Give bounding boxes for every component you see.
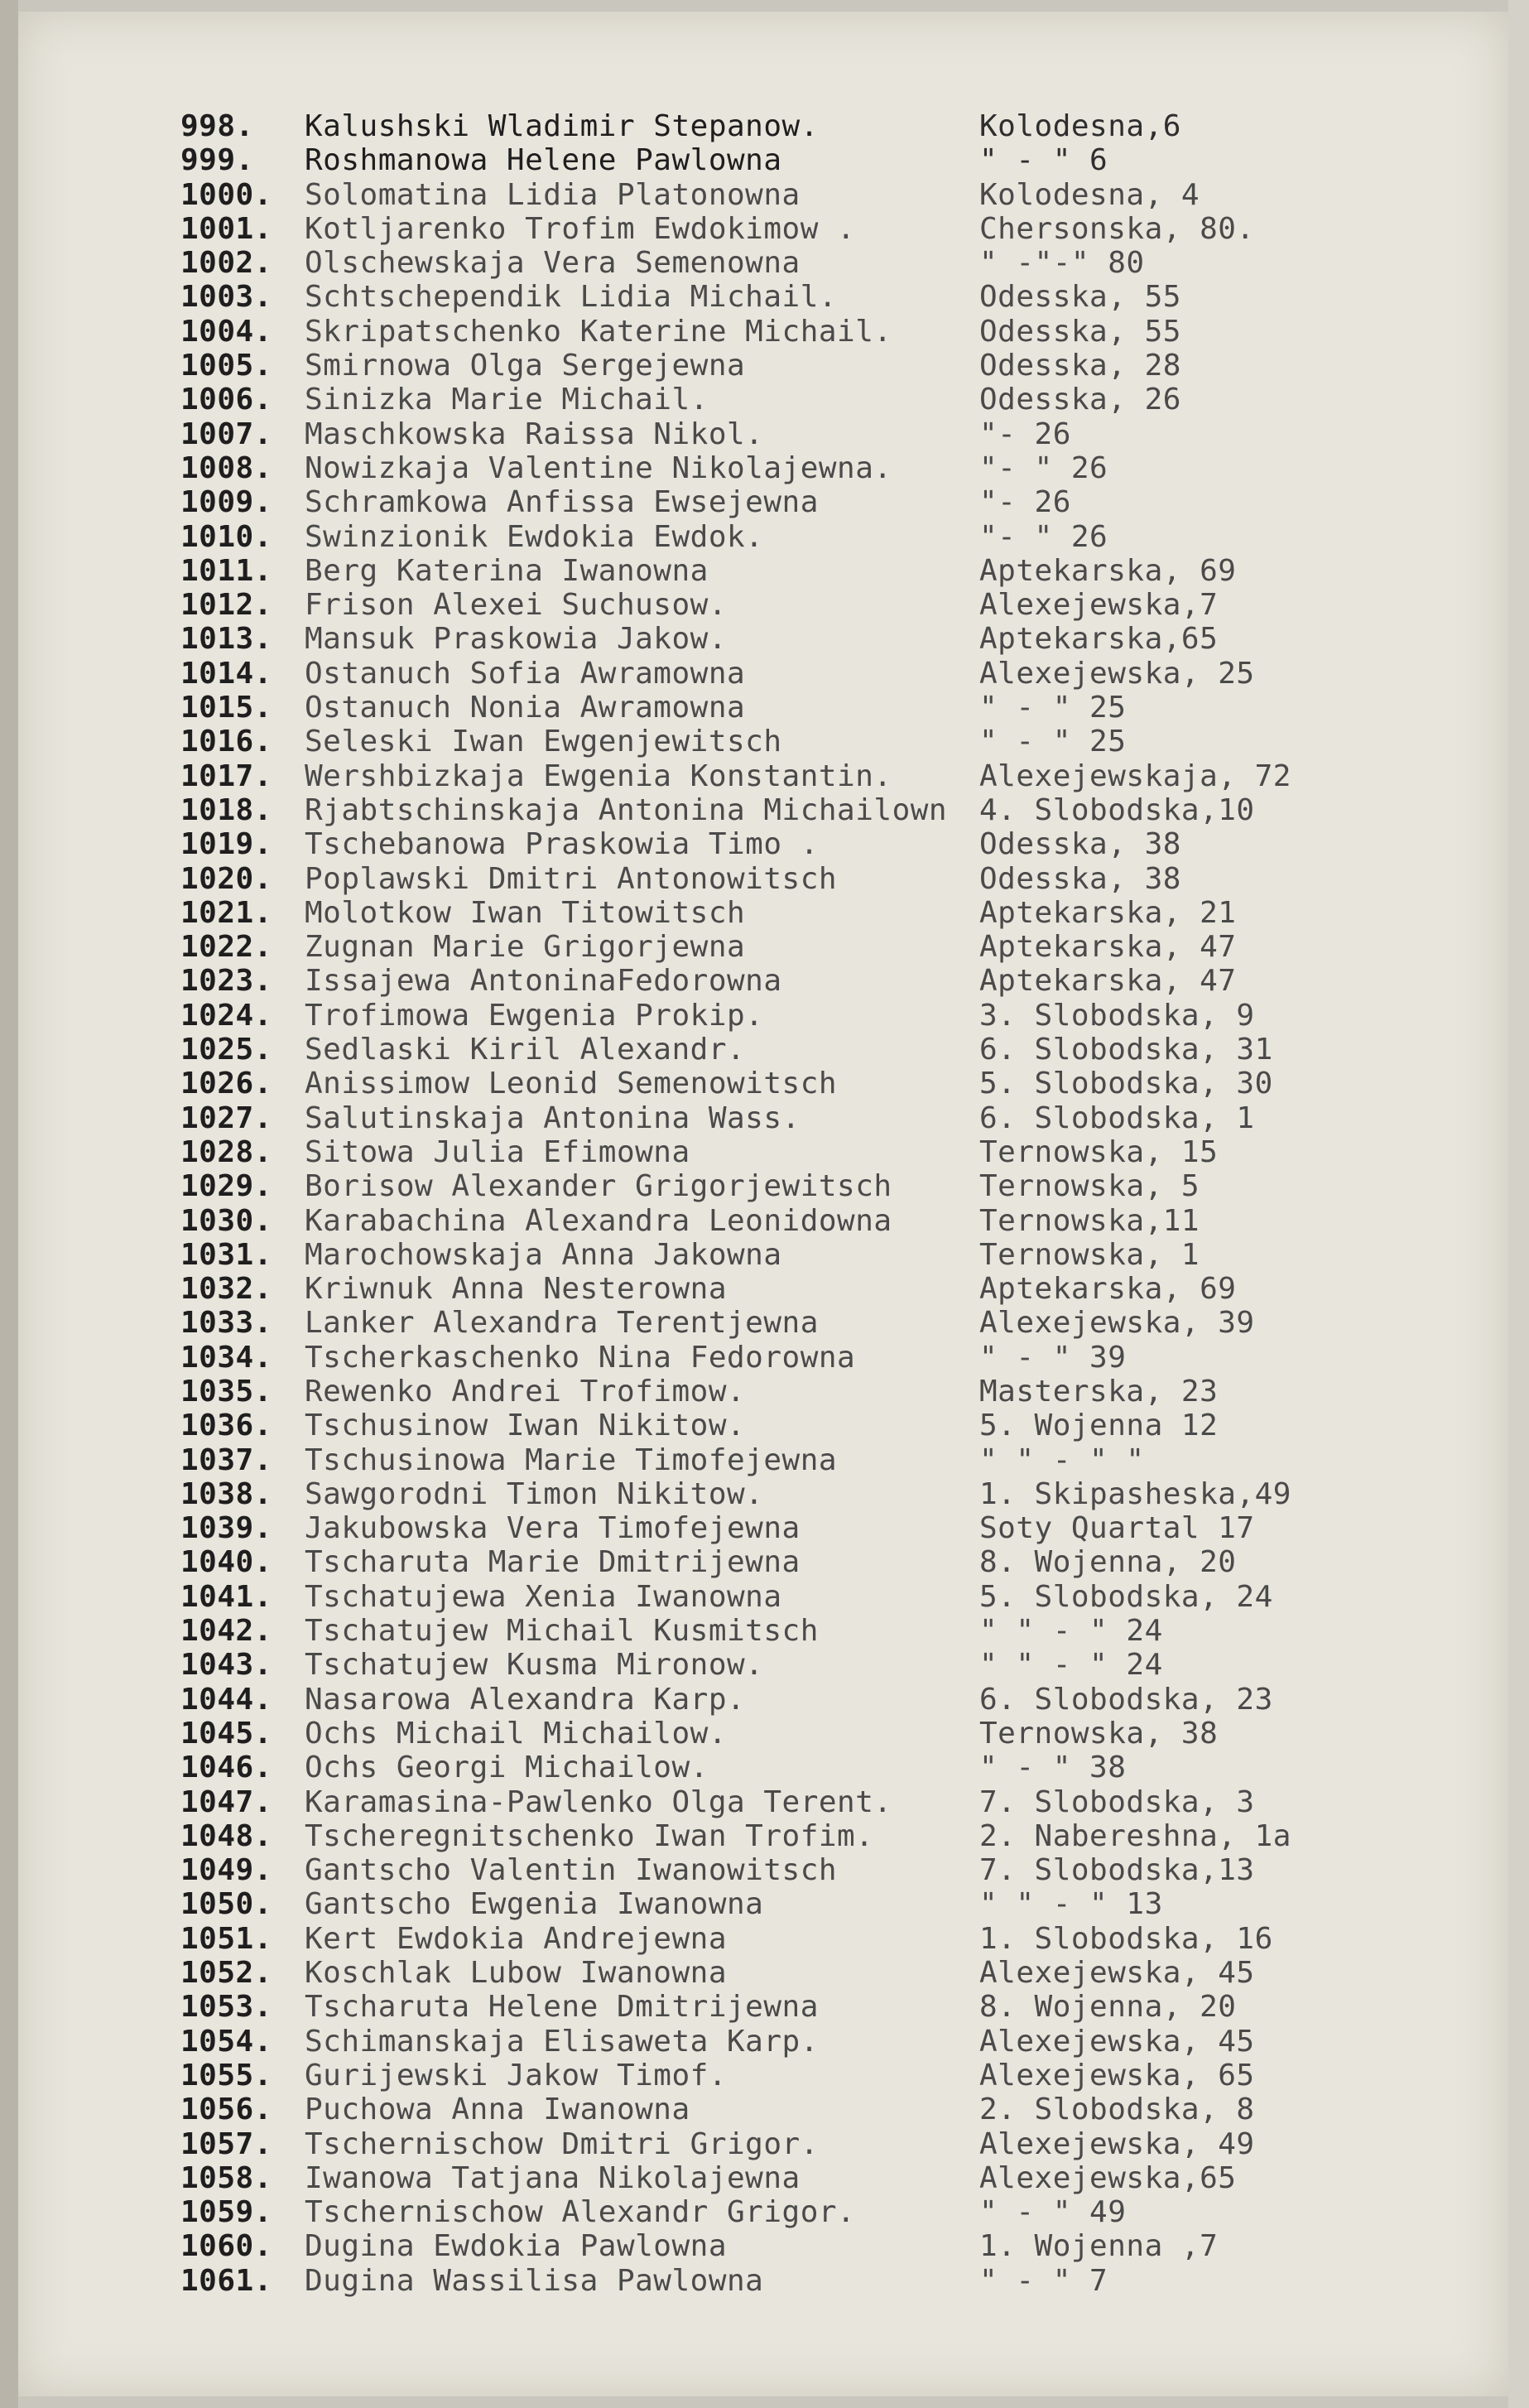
list-item bbox=[180, 759, 1488, 793]
entry-name: Tschatujewa Xenia Iwanowna bbox=[305, 1579, 782, 1614]
entry-address: " - " 49 bbox=[979, 2195, 1127, 2230]
list-item bbox=[180, 1135, 1488, 1169]
entry-number: 1001. bbox=[180, 211, 272, 246]
entry-address: 4. Slobodska,10 bbox=[979, 792, 1255, 827]
list-item bbox=[180, 2025, 1488, 2059]
entry-address: Alexejewska,7 bbox=[979, 588, 1219, 623]
entry-number: 1050. bbox=[180, 1887, 272, 1922]
entry-name: Tscherkaschenko Nina Fedorowna bbox=[305, 1340, 856, 1375]
entry-name: Skripatschenko Katerine Michail. bbox=[305, 314, 892, 349]
entry-address: Alexejewska, 45 bbox=[979, 1956, 1255, 1991]
list-item bbox=[180, 2059, 1488, 2093]
entry-number: 1043. bbox=[180, 1648, 272, 1683]
entry-number: 1012. bbox=[180, 588, 272, 623]
list-item bbox=[180, 862, 1488, 896]
entry-name: Tschernischow Alexandr Grigor. bbox=[305, 2195, 856, 2230]
entry-address: Aptekarska, 47 bbox=[979, 930, 1237, 965]
entry-address: Alexejewska, 39 bbox=[979, 1306, 1255, 1341]
list-item bbox=[180, 417, 1488, 451]
entry-number: 998. bbox=[180, 109, 254, 143]
list-item bbox=[180, 2195, 1488, 2229]
entry-address: Odesska, 55 bbox=[979, 280, 1181, 315]
entry-number: 1030. bbox=[180, 1203, 272, 1238]
entry-name: Ochs Georgi Michailow. bbox=[305, 1751, 709, 1785]
entry-name: Lanker Alexandra Terentjewna bbox=[305, 1306, 819, 1341]
entry-number: 1021. bbox=[180, 895, 272, 930]
entry-name: Rewenko Andrei Trofimow. bbox=[305, 1374, 746, 1409]
entry-number: 1041. bbox=[180, 1579, 272, 1614]
list-item bbox=[180, 691, 1488, 725]
entry-name: Borisow Alexander Grigorjewitsch bbox=[305, 1169, 892, 1204]
list-item bbox=[180, 383, 1488, 417]
entry-address: Ternowska,11 bbox=[979, 1203, 1200, 1238]
list-item bbox=[180, 178, 1488, 212]
entry-number: 1009. bbox=[180, 485, 272, 520]
entry-address: " - " 7 bbox=[979, 2263, 1108, 2298]
list-item bbox=[180, 280, 1488, 314]
entry-address: " - " 25 bbox=[979, 691, 1127, 725]
entry-number: 1040. bbox=[180, 1545, 272, 1580]
entry-name: Roshmanowa Helene Pawlowna bbox=[305, 143, 782, 178]
entry-name: Berg Katerina Iwanowna bbox=[305, 553, 709, 588]
list-item bbox=[180, 1375, 1488, 1409]
entry-address: Ternowska, 5 bbox=[979, 1169, 1200, 1204]
entry-number: 1017. bbox=[180, 759, 272, 793]
entry-name: Tschatujew Michail Kusmitsch bbox=[305, 1614, 819, 1649]
list-item bbox=[180, 1169, 1488, 1203]
entry-number: 1039. bbox=[180, 1511, 272, 1546]
entry-name: Marochowskaja Anna Jakowna bbox=[305, 1237, 782, 1272]
entry-name: Molotkow Iwan Titowitsch bbox=[305, 895, 746, 930]
entry-name: Kert Ewdokia Andrejewna bbox=[305, 1921, 727, 1956]
list-item bbox=[180, 1853, 1488, 1887]
entry-address: Ternowska, 1 bbox=[979, 1237, 1200, 1272]
entry-name: Issajewa AntoninaFedorowna bbox=[305, 964, 782, 999]
entry-address: " " - " " bbox=[979, 1442, 1145, 1477]
list-item bbox=[180, 1614, 1488, 1648]
list-item bbox=[180, 793, 1488, 827]
entry-address: "- " 26 bbox=[979, 450, 1108, 485]
entry-name: Swinzionik Ewdokia Ewdok. bbox=[305, 519, 764, 554]
list-item bbox=[180, 1341, 1488, 1375]
entry-name: Puchowa Anna Iwanowna bbox=[305, 2093, 690, 2127]
list-item bbox=[180, 554, 1488, 588]
entry-address: 2. Nabereshna, 1a bbox=[979, 1818, 1291, 1853]
entry-address: 1. Slobodska, 16 bbox=[979, 1921, 1273, 1956]
list-item bbox=[180, 1545, 1488, 1579]
entry-number: 1053. bbox=[180, 1990, 272, 2025]
entry-number: 1049. bbox=[180, 1853, 272, 1888]
entry-number: 1042. bbox=[180, 1614, 272, 1649]
entry-address: " " - " 24 bbox=[979, 1614, 1163, 1649]
entry-name: Solomatina Lidia Platonowna bbox=[305, 177, 801, 212]
entry-address: 7. Slobodska, 3 bbox=[979, 1784, 1255, 1819]
entry-address: Odesska, 55 bbox=[979, 314, 1181, 349]
list-item bbox=[180, 588, 1488, 622]
entry-address: " " - " 13 bbox=[979, 1887, 1163, 1922]
list-item bbox=[180, 212, 1488, 246]
entry-number: 1057. bbox=[180, 2126, 272, 2161]
entry-number: 1047. bbox=[180, 1784, 272, 1819]
entry-name: Karamasina-Pawlenko Olga Terent. bbox=[305, 1784, 892, 1819]
entry-name: Tscharuta Helene Dmitrijewna bbox=[305, 1990, 819, 2025]
entry-address: Aptekarska, 69 bbox=[979, 1272, 1237, 1307]
list-item bbox=[180, 1819, 1488, 1853]
entry-number: 1058. bbox=[180, 2160, 272, 2195]
list-item bbox=[180, 827, 1488, 861]
list-item bbox=[180, 896, 1488, 930]
entry-address: 2. Slobodska, 8 bbox=[979, 2093, 1255, 2127]
entry-number: 1052. bbox=[180, 1956, 272, 1991]
entry-address: Masterska, 23 bbox=[979, 1374, 1219, 1409]
entry-number: 1018. bbox=[180, 792, 272, 827]
entry-name: Nowizkaja Valentine Nikolajewna. bbox=[305, 450, 892, 485]
entry-address: "- 26 bbox=[979, 417, 1071, 451]
entry-address: Ternowska, 38 bbox=[979, 1716, 1219, 1751]
entry-number: 1061. bbox=[180, 2263, 272, 2298]
list-item bbox=[180, 1409, 1488, 1442]
entry-name: Tscheregnitschenko Iwan Trofim. bbox=[305, 1818, 874, 1853]
entry-address: Soty Quartal 17 bbox=[979, 1511, 1255, 1546]
entry-number: 1019. bbox=[180, 827, 272, 862]
entry-name: Jakubowska Vera Timofejewna bbox=[305, 1511, 801, 1546]
list-item bbox=[180, 1511, 1488, 1545]
entry-name: Anissimow Leonid Semenowitsch bbox=[305, 1067, 838, 1101]
entry-name: Dugina Wassilisa Pawlowna bbox=[305, 2263, 764, 2298]
entry-number: 1056. bbox=[180, 2093, 272, 2127]
list-item bbox=[180, 1238, 1488, 1272]
entry-number: 1004. bbox=[180, 314, 272, 349]
list-item bbox=[180, 315, 1488, 349]
entry-name: Schimanskaja Elisaweta Karp. bbox=[305, 2024, 819, 2059]
entry-number: 1059. bbox=[180, 2195, 272, 2230]
entry-address: " " - " 24 bbox=[979, 1648, 1163, 1683]
entry-number: 1046. bbox=[180, 1751, 272, 1785]
entry-number: 999. bbox=[180, 143, 254, 178]
entry-address: Alexejewskaja, 72 bbox=[979, 759, 1291, 793]
entry-number: 1044. bbox=[180, 1682, 272, 1717]
entry-number: 1005. bbox=[180, 349, 272, 383]
list-item bbox=[180, 143, 1488, 177]
entry-number: 1037. bbox=[180, 1442, 272, 1477]
entry-number: 1000. bbox=[180, 177, 272, 212]
entry-number: 1029. bbox=[180, 1169, 272, 1204]
entry-address: Alexejewska, 49 bbox=[979, 2126, 1255, 2161]
list-item bbox=[180, 2161, 1488, 2195]
entry-number: 1054. bbox=[180, 2024, 272, 2059]
entry-number: 1015. bbox=[180, 691, 272, 725]
scan-left-border bbox=[0, 0, 18, 2408]
list-item bbox=[180, 1956, 1488, 1990]
entry-name: Kotljarenko Trofim Ewdokimow . bbox=[305, 211, 856, 246]
list-item bbox=[180, 964, 1488, 998]
entry-number: 1026. bbox=[180, 1067, 272, 1101]
list-item bbox=[180, 622, 1488, 656]
entry-address: Odesska, 28 bbox=[979, 349, 1181, 383]
entry-number: 1010. bbox=[180, 519, 272, 554]
entry-name: Tschatujew Kusma Mironow. bbox=[305, 1648, 764, 1683]
list-item bbox=[180, 520, 1488, 554]
entry-name: Maschkowska Raissa Nikol. bbox=[305, 417, 764, 451]
entry-number: 1060. bbox=[180, 2229, 272, 2264]
list-item bbox=[180, 1751, 1488, 1784]
entry-address: "- 26 bbox=[979, 485, 1071, 520]
list-item bbox=[180, 657, 1488, 691]
entry-name: Poplawski Dmitri Antonowitsch bbox=[305, 861, 838, 896]
entry-name: Tscharuta Marie Dmitrijewna bbox=[305, 1545, 801, 1580]
entry-address: Ternowska, 15 bbox=[979, 1134, 1219, 1169]
list-item bbox=[180, 1922, 1488, 1956]
entry-address: "- " 26 bbox=[979, 519, 1108, 554]
entry-name: Tschusinowa Marie Timofejewna bbox=[305, 1442, 838, 1477]
entry-number: 1036. bbox=[180, 1409, 272, 1443]
entry-address: 5. Wojenna 12 bbox=[979, 1409, 1219, 1443]
entry-number: 1045. bbox=[180, 1716, 272, 1751]
entry-address: 6. Slobodska, 31 bbox=[979, 1033, 1273, 1067]
entry-name: Sedlaski Kiril Alexandr. bbox=[305, 1033, 746, 1067]
list-item bbox=[180, 1580, 1488, 1614]
entry-address: 1. Skipasheska,49 bbox=[979, 1476, 1291, 1511]
list-item bbox=[180, 1443, 1488, 1477]
entry-address: Alexejewska,65 bbox=[979, 2160, 1237, 2195]
entry-number: 1022. bbox=[180, 930, 272, 965]
entry-name: Koschlak Lubow Iwanowna bbox=[305, 1956, 727, 1991]
entry-name: Seleski Iwan Ewgenjewitsch bbox=[305, 725, 782, 759]
list-item bbox=[180, 2229, 1488, 2263]
list-item bbox=[180, 1887, 1488, 1921]
entry-address: 8. Wojenna, 20 bbox=[979, 1545, 1237, 1580]
entry-name: Olschewskaja Vera Semenowna bbox=[305, 246, 801, 281]
entry-name: Ochs Michail Michailow. bbox=[305, 1716, 727, 1751]
entry-address: Odesska, 38 bbox=[979, 861, 1181, 896]
list-item bbox=[180, 1101, 1488, 1135]
entry-name: Schramkowa Anfissa Ewsejewna bbox=[305, 485, 819, 520]
entry-address: 6. Slobodska, 23 bbox=[979, 1682, 1273, 1717]
entry-number: 1014. bbox=[180, 656, 272, 691]
list-item bbox=[180, 1272, 1488, 1306]
entry-address: 5. Slobodska, 30 bbox=[979, 1067, 1273, 1101]
entry-name: Gantscho Valentin Iwanowitsch bbox=[305, 1853, 838, 1888]
entry-name: Schtschependik Lidia Michail. bbox=[305, 280, 838, 315]
entry-name: Wershbizkaja Ewgenia Konstantin. bbox=[305, 759, 892, 793]
list-item bbox=[180, 485, 1488, 519]
entry-address: Odesska, 38 bbox=[979, 827, 1181, 862]
list-item bbox=[180, 451, 1488, 485]
entry-address: " - " 6 bbox=[979, 143, 1108, 178]
entry-address: Chersonska, 80. bbox=[979, 211, 1255, 246]
entry-address: Odesska, 26 bbox=[979, 383, 1181, 417]
entry-name: Trofimowa Ewgenia Prokip. bbox=[305, 998, 764, 1033]
list-item bbox=[180, 1477, 1488, 1511]
entry-name: Gantscho Ewgenia Iwanowna bbox=[305, 1887, 764, 1922]
entry-address: " - " 25 bbox=[979, 725, 1127, 759]
entry-address: Aptekarska, 21 bbox=[979, 895, 1237, 930]
entry-name: Kalushski Wladimir Stepanow. bbox=[305, 109, 819, 143]
entry-address: 3. Slobodska, 9 bbox=[979, 998, 1255, 1033]
list-item bbox=[180, 1067, 1488, 1100]
entry-number: 1016. bbox=[180, 725, 272, 759]
entry-number: 1051. bbox=[180, 1921, 272, 1956]
entry-number: 1023. bbox=[180, 964, 272, 999]
entry-name: Tschernischow Dmitri Grigor. bbox=[305, 2126, 819, 2161]
entry-name: Zugnan Marie Grigorjewna bbox=[305, 930, 746, 965]
entry-name: Ostanuch Sofia Awramowna bbox=[305, 656, 746, 691]
entry-number: 1055. bbox=[180, 2058, 272, 2093]
entry-address: 5. Slobodska, 24 bbox=[979, 1579, 1273, 1614]
entry-number: 1031. bbox=[180, 1237, 272, 1272]
entry-number: 1008. bbox=[180, 450, 272, 485]
entry-number: 1020. bbox=[180, 861, 272, 896]
entry-number: 1038. bbox=[180, 1476, 272, 1511]
list-item bbox=[180, 109, 1488, 143]
entry-number: 1011. bbox=[180, 553, 272, 588]
entry-address: Alexejewska, 45 bbox=[979, 2024, 1255, 2059]
entry-name: Smirnowa Olga Sergejewna bbox=[305, 349, 746, 383]
entry-name: Sawgorodni Timon Nikitow. bbox=[305, 1476, 764, 1511]
entry-number: 1025. bbox=[180, 1033, 272, 1067]
entry-number: 1034. bbox=[180, 1340, 272, 1375]
list-item bbox=[180, 999, 1488, 1033]
entry-number: 1002. bbox=[180, 246, 272, 281]
resident-list bbox=[180, 109, 1488, 2298]
entry-name: Nasarowa Alexandra Karp. bbox=[305, 1682, 746, 1717]
entry-name: Ostanuch Nonia Awramowna bbox=[305, 691, 746, 725]
entry-name: Sitowa Julia Efimowna bbox=[305, 1134, 690, 1169]
list-item bbox=[180, 1990, 1488, 2024]
entry-name: Karabachina Alexandra Leonidowna bbox=[305, 1203, 892, 1238]
entry-name: Frison Alexei Suchusow. bbox=[305, 588, 727, 623]
entry-name: Iwanowa Tatjana Nikolajewna bbox=[305, 2160, 801, 2195]
entry-number: 1028. bbox=[180, 1134, 272, 1169]
list-item bbox=[180, 1648, 1488, 1682]
entry-name: Dugina Ewdokia Pawlowna bbox=[305, 2229, 727, 2264]
list-item bbox=[180, 1785, 1488, 1819]
entry-address: " - " 38 bbox=[979, 1751, 1127, 1785]
entry-name: Gurijewski Jakow Timof. bbox=[305, 2058, 727, 2093]
entry-number: 1003. bbox=[180, 280, 272, 315]
list-item bbox=[180, 2093, 1488, 2126]
list-item bbox=[180, 1306, 1488, 1340]
list-item bbox=[180, 1683, 1488, 1717]
entry-address: Aptekarska, 47 bbox=[979, 964, 1237, 999]
entry-name: Kriwnuk Anna Nesterowna bbox=[305, 1272, 727, 1307]
entry-address: Alexejewska, 65 bbox=[979, 2058, 1255, 2093]
entry-address: Alexejewska, 25 bbox=[979, 656, 1255, 691]
list-item bbox=[180, 1033, 1488, 1067]
entry-number: 1035. bbox=[180, 1374, 272, 1409]
entry-name: Sinizka Marie Michail. bbox=[305, 383, 709, 417]
entry-number: 1007. bbox=[180, 417, 272, 451]
entry-name: Mansuk Praskowia Jakow. bbox=[305, 622, 727, 657]
entry-address: 1. Wojenna ,7 bbox=[979, 2229, 1219, 2264]
entry-number: 1024. bbox=[180, 998, 272, 1033]
list-item bbox=[180, 725, 1488, 759]
entry-number: 1033. bbox=[180, 1306, 272, 1341]
entry-number: 1048. bbox=[180, 1818, 272, 1853]
entry-number: 1027. bbox=[180, 1100, 272, 1135]
list-item bbox=[180, 2264, 1488, 2298]
entry-name: Tschusinow Iwan Nikitow. bbox=[305, 1409, 746, 1443]
list-item bbox=[180, 349, 1488, 383]
scan-right-border bbox=[1508, 0, 1529, 2408]
entry-address: 7. Slobodska,13 bbox=[979, 1853, 1255, 1888]
entry-address: Aptekarska, 69 bbox=[979, 553, 1237, 588]
entry-address: 8. Wojenna, 20 bbox=[979, 1990, 1237, 2025]
list-item bbox=[180, 246, 1488, 280]
list-item bbox=[180, 2127, 1488, 2161]
entry-address: Kolodesna,6 bbox=[979, 109, 1181, 143]
entry-name: Tschebanowa Praskowia Timo . bbox=[305, 827, 819, 862]
entry-number: 1032. bbox=[180, 1272, 272, 1307]
list-item bbox=[180, 1717, 1488, 1751]
entry-address: Kolodesna, 4 bbox=[979, 177, 1200, 212]
entry-address: " -"-" 80 bbox=[979, 246, 1145, 281]
list-item bbox=[180, 1204, 1488, 1238]
entry-number: 1006. bbox=[180, 383, 272, 417]
entry-address: Aptekarska,65 bbox=[979, 622, 1219, 657]
entry-name: Salutinskaja Antonina Wass. bbox=[305, 1100, 801, 1135]
list-item bbox=[180, 930, 1488, 964]
entry-address: " - " 39 bbox=[979, 1340, 1127, 1375]
entry-name: Rjabtschinskaja Antonina Michailown bbox=[305, 792, 948, 827]
entry-address: 6. Slobodska, 1 bbox=[979, 1100, 1255, 1135]
entry-number: 1013. bbox=[180, 622, 272, 657]
